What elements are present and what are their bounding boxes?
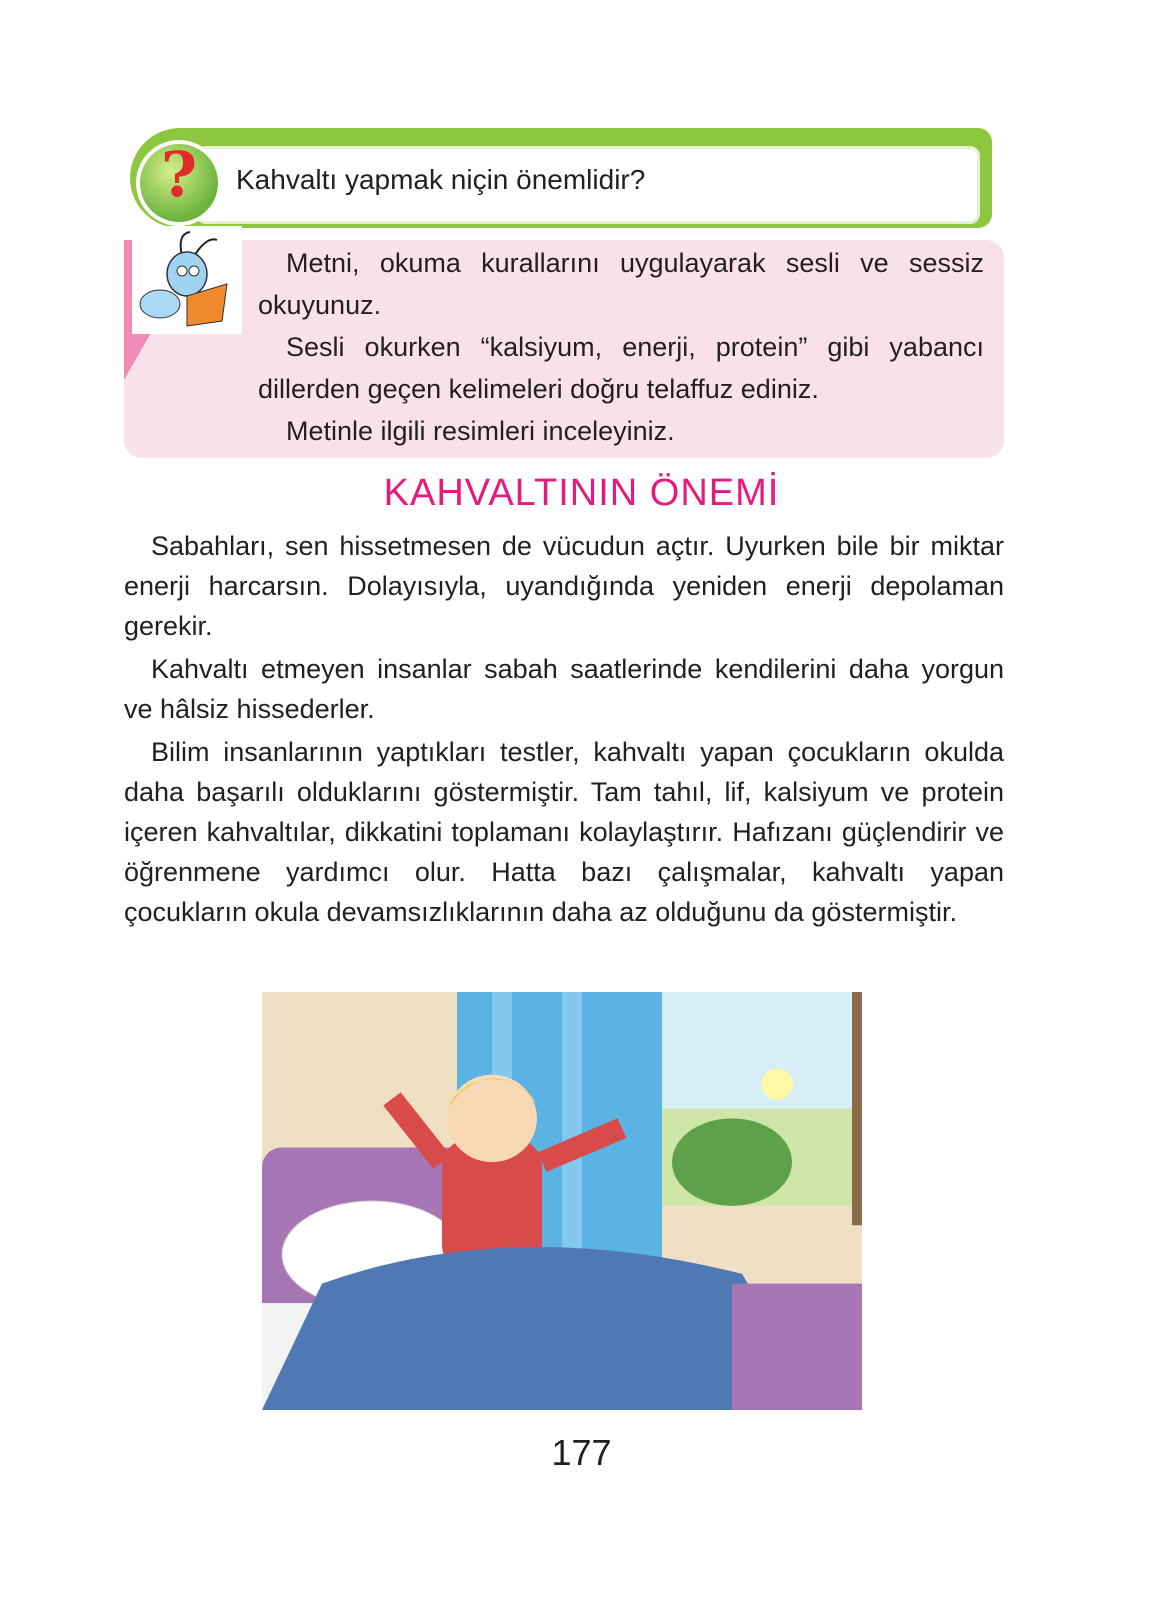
question-mark-icon: ?: [136, 140, 222, 226]
paragraph: Kahvaltı etmeyen insanlar sabah saatlerinde kendilerini daha yorgun ve hâlsiz hissederler.: [124, 654, 1004, 724]
page-number: 177: [551, 1432, 612, 1473]
article-body: [124, 526, 1004, 935]
instruction-item: Metni, okuma kurallarını uygulayarak sesli ve sessiz okuyunuz.: [258, 248, 984, 320]
page-title: KAHVALTININ ÖNEMİ: [383, 472, 780, 514]
instruction-item: Metinle ilgili resimleri inceleyiniz.: [286, 416, 675, 446]
question-text: Kahvaltı yapmak niçin önemlidir?: [236, 164, 646, 195]
instruction-item: Sesli okurken “kalsiyum, enerji, protein” gibi yabancı dillerden geçen kelimeleri doğru telaffuz ediniz.: [258, 332, 984, 404]
boy-waking-up-illustration: [262, 992, 862, 1410]
instructions-text: [258, 242, 984, 452]
paragraph: Bilim insanlarının yaptıkları testler, kahvaltı yapan çocukların okulda daha başarılı olduklarını göstermiştir. Tam tahıl, lif, kalsiyum ve protein içeren kahvaltılar, dikkatini toplamanı kolaylaştırır. Hafızanı güçlendirir ve öğrenmene yardımcı olur. Hatta bazı çalışmalar, kahvaltı yapan çocukların okula devamsızlıklarının daha az olduğunu da göstermiştir.: [124, 737, 1004, 927]
reading-bug-icon: [132, 226, 242, 334]
paragraph: Sabahları, sen hissetmesen de vücudun açtır. Uyurken bile bir miktar enerji harcarsın. Dolayısıyla, uyandığında yeniden enerji depolaman gerekir.: [124, 531, 1004, 641]
